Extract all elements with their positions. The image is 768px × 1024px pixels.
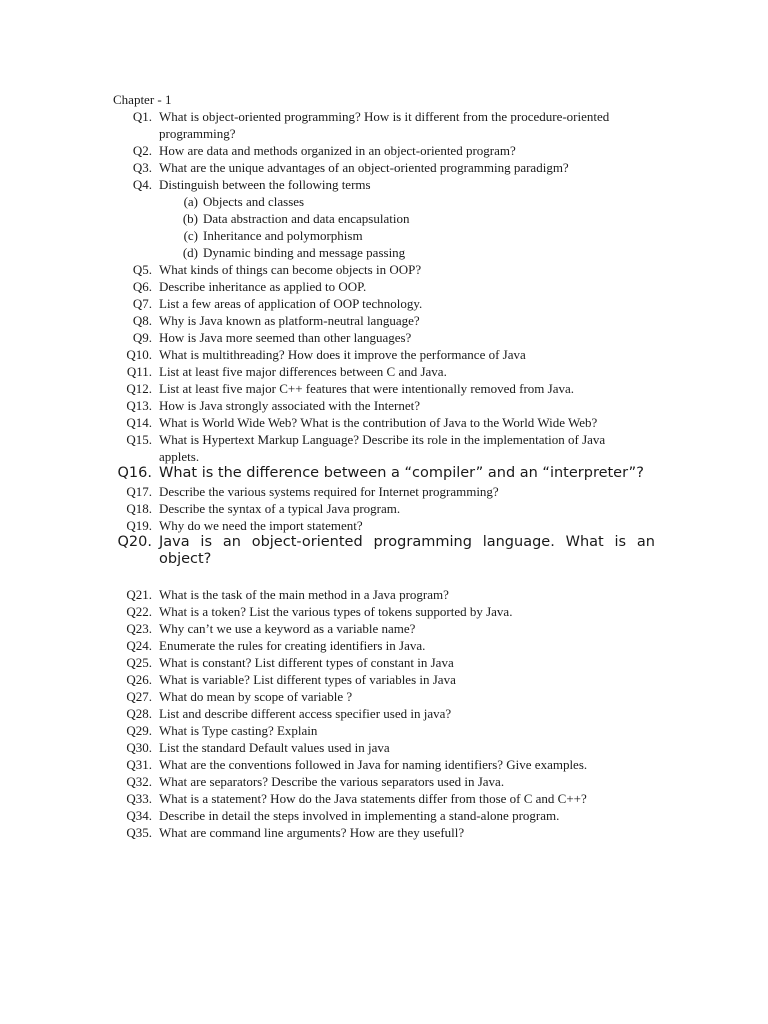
question-text: What are separators? Describe the various separators used in Java.	[159, 773, 505, 789]
question-number: Q13.	[126, 398, 152, 413]
question-number: Q10.	[126, 347, 152, 362]
question-number: Q28.	[126, 705, 152, 721]
sub-item-label: (c)	[183, 228, 198, 243]
question-25	[0, 654, 768, 671]
question-27	[0, 688, 768, 705]
question-text: List the standard Default values used in java	[159, 739, 390, 755]
question-text: Describe the syntax of a typical Java program.	[159, 500, 401, 516]
question-number: Q19.	[126, 517, 152, 533]
question-number: Q29.	[126, 722, 152, 738]
question-text: What is a token? List the various types of tokens supported by Java.	[159, 603, 513, 619]
question-4	[0, 176, 768, 193]
question-number: Q6.	[132, 279, 152, 294]
question-24	[0, 637, 768, 654]
question-number: Q15.	[126, 432, 152, 447]
question-number: Q18.	[126, 500, 152, 516]
question-35	[0, 824, 768, 841]
sub-item-label: (d)	[182, 245, 198, 260]
question-23	[0, 620, 768, 637]
question-text: What are the unique advantages of an object-oriented programming paradigm?	[159, 160, 569, 175]
question-18	[0, 500, 768, 517]
question-text: Why is Java known as platform-neutral language?	[159, 313, 420, 328]
question-number: Q17.	[126, 483, 152, 499]
question-number: Q8.	[132, 313, 152, 328]
question-number: Q5.	[132, 262, 152, 277]
question-29	[0, 722, 768, 739]
question-26	[0, 671, 768, 688]
question-text: What is Type casting? Explain	[159, 722, 318, 738]
question-number: Q2.	[132, 143, 152, 158]
question-text: What is constant? List different types of constant in Java	[159, 654, 454, 670]
question-text: What is the difference between a “compiler” and an “interpreter”?	[159, 465, 644, 481]
question-text: What do mean by scope of variable ?	[159, 688, 353, 704]
question-number: Q21.	[126, 586, 152, 602]
question-30	[0, 739, 768, 756]
sub-item-text: Objects and classes	[203, 194, 305, 209]
question-text: Describe inheritance as applied to OOP.	[159, 279, 367, 294]
question-text: Why can’t we use a keyword as a variable name?	[159, 620, 416, 636]
question-number: Q11.	[126, 364, 152, 379]
question-9	[0, 329, 768, 346]
question-text: What is World Wide Web? What is the contribution of Java to the World Wide Web?	[159, 415, 598, 430]
question-text: Distinguish between the following terms	[159, 177, 371, 192]
question-34	[0, 807, 768, 824]
question-text: List at least five major differences between C and Java.	[159, 364, 447, 379]
question-number: Q30.	[126, 739, 152, 755]
question-17	[0, 483, 768, 500]
question-text: What is multithreading? How does it improve the performance of Java	[159, 347, 526, 362]
question-text: What kinds of things can become objects in OOP?	[159, 262, 422, 277]
question-text: Describe in detail the steps involved in implementing a stand-alone program.	[159, 807, 560, 823]
sub-item-text: Data abstraction and data encapsulation	[203, 211, 410, 226]
sub-item-text: Dynamic binding and message passing	[203, 245, 406, 260]
sub-item-b	[0, 210, 768, 227]
question-text: Describe the various systems required for Internet programming?	[159, 483, 499, 499]
question-11	[0, 363, 768, 380]
question-text: List a few areas of application of OOP technology.	[159, 296, 423, 311]
question-3	[0, 159, 768, 176]
sub-item-label: (b)	[182, 211, 198, 226]
question-text: What is Hypertext Markup Language? Describe its role in the implementation of Java applets.	[159, 432, 606, 464]
question-number: Q9.	[132, 330, 152, 345]
question-33	[0, 790, 768, 807]
question-number: Q4.	[132, 177, 152, 192]
sub-item-text: Inheritance and polymorphism	[203, 228, 363, 243]
question-number: Q24.	[126, 637, 152, 653]
question-15	[0, 431, 768, 465]
sub-item-c	[0, 227, 768, 244]
question-text: What is object-oriented programming? How is it different from the procedure-oriented programming?	[159, 109, 610, 141]
question-number: Q32.	[126, 773, 152, 789]
question-31	[0, 756, 768, 773]
question-5	[0, 261, 768, 278]
question-text: Enumerate the rules for creating identifiers in Java.	[159, 637, 426, 653]
question-21	[0, 586, 768, 603]
question-list	[0, 91, 768, 841]
question-text: How is Java strongly associated with the Internet?	[159, 398, 421, 413]
question-number: Q25.	[126, 654, 152, 670]
question-19	[0, 517, 768, 534]
question-text: What is variable? List different types of variables in Java	[159, 671, 456, 687]
question-28	[0, 705, 768, 722]
question-text: What is the task of the main method in a Java program?	[159, 586, 449, 602]
question-number: Q7.	[132, 296, 152, 311]
question-1	[0, 108, 768, 142]
sub-item-label: (a)	[183, 194, 198, 209]
question-8	[0, 312, 768, 329]
question-text: How is Java more seemed than other languages?	[159, 330, 412, 345]
chapter-title: Chapter - 1	[113, 92, 172, 107]
question-13	[0, 397, 768, 414]
question-number: Q34.	[126, 807, 152, 823]
question-number: Q20.	[117, 533, 152, 550]
sub-item-d	[0, 244, 768, 261]
question-number: Q35.	[126, 824, 152, 840]
question-number: Q27.	[126, 688, 152, 704]
question-text: Why do we need the import statement?	[159, 517, 363, 533]
question-20	[0, 534, 768, 569]
question-text: Java is an object-oriented programming language. What is an object?	[159, 533, 655, 567]
question-number: Q31.	[126, 756, 152, 772]
question-22	[0, 603, 768, 620]
question-16	[0, 465, 768, 483]
question-text: What is a statement? How do the Java statements differ from those of C and C++?	[159, 790, 587, 806]
question-number: Q33.	[126, 790, 152, 806]
sub-item-a	[0, 193, 768, 210]
question-text: List and describe different access specifier used in java?	[159, 705, 452, 721]
question-7	[0, 295, 768, 312]
question-number: Q3.	[132, 160, 152, 175]
question-text: What are command line arguments? How are they usefull?	[159, 824, 465, 840]
question-number: Q14.	[126, 415, 152, 430]
question-2	[0, 142, 768, 159]
question-text: List at least five major C++ features that were intentionally removed from Java.	[159, 381, 574, 396]
question-text: How are data and methods organized in an object-oriented program?	[159, 143, 516, 158]
question-10	[0, 346, 768, 363]
question-32	[0, 773, 768, 790]
question-6	[0, 278, 768, 295]
question-12	[0, 380, 768, 397]
question-number: Q12.	[126, 381, 152, 396]
question-text: What are the conventions followed in Java for naming identifiers? Give examples.	[159, 756, 588, 772]
question-number: Q26.	[126, 671, 152, 687]
question-number: Q22.	[126, 603, 152, 619]
question-number: Q1.	[132, 109, 152, 124]
question-number: Q23.	[126, 620, 152, 636]
question-number: Q16.	[117, 465, 152, 481]
question-14	[0, 414, 768, 431]
